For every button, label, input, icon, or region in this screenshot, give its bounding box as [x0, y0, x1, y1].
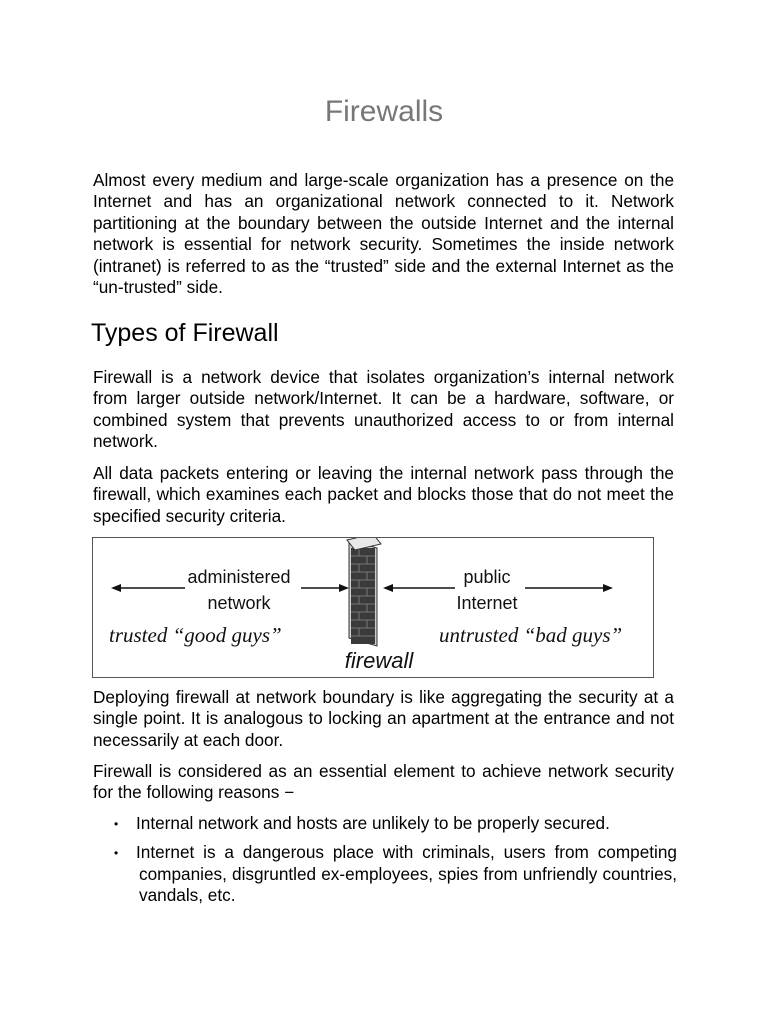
paragraph-firewall-definition: Firewall is a network device that isolates organization’s internal network from larger outside network/Internet. It can be a hardware, software, or combined system that prevents unauthorized access to or from internal network.: [93, 367, 674, 452]
left-label-line2: network: [207, 593, 271, 613]
reasons-list: [0, 813, 768, 915]
right-arrowhead-icon: [603, 584, 613, 592]
right-inward-arrowhead-icon: [383, 584, 393, 592]
bullet-icon: •: [114, 846, 119, 861]
list-item-text: Internet is a dangerous place with criminals, users from competing companies, disgruntled ex-employees, spies from unfriendly countries, vandals, etc.: [136, 842, 677, 906]
list-item: [0, 842, 768, 906]
brick-wall-icon: [347, 538, 381, 646]
left-caption: trusted “good guys”: [109, 623, 282, 647]
paragraph-reasons-intro: Firewall is considered as an essential element to achieve network security for the following reasons −: [93, 761, 674, 803]
section-heading: Types of Firewall: [91, 319, 279, 347]
right-label-line2: Internet: [456, 593, 518, 613]
right-label-line1: public: [463, 567, 511, 587]
left-arrowhead-icon: [111, 584, 121, 592]
right-caption: untrusted “bad guys”: [439, 623, 623, 647]
firewall-diagram: [92, 537, 654, 678]
left-inward-arrowhead-icon: [339, 584, 349, 592]
bullet-icon: •: [114, 817, 119, 831]
list-item-text: Internal network and hosts are unlikely to be properly secured.: [136, 813, 610, 833]
list-item: [0, 813, 768, 834]
firewall-diagram-svg: [93, 538, 653, 677]
paragraph-data-packets: All data packets entering or leaving the internal network pass through the firewall, which examines each packet and blocks those that do not meet the specified security criteria.: [93, 463, 674, 526]
page-title: Firewalls: [324, 95, 444, 128]
paragraph-deploying-firewall: Deploying firewall at network boundary is like aggregating the security at a single point. It is analogous to locking an apartment at the entrance and not necessarily at each door.: [93, 687, 674, 750]
firewall-caption: firewall: [344, 648, 414, 673]
left-label-line1: administered: [187, 567, 291, 587]
intro-paragraph: Almost every medium and large-scale organization has a presence on the Internet and has an organizational network connected to it. Network partitioning at the boundary between the outside Internet and the internal network is essential for network security. Sometimes the inside network (intranet) is referred to as the “trusted” side and the external Internet as the “un-trusted” side.: [93, 170, 674, 298]
